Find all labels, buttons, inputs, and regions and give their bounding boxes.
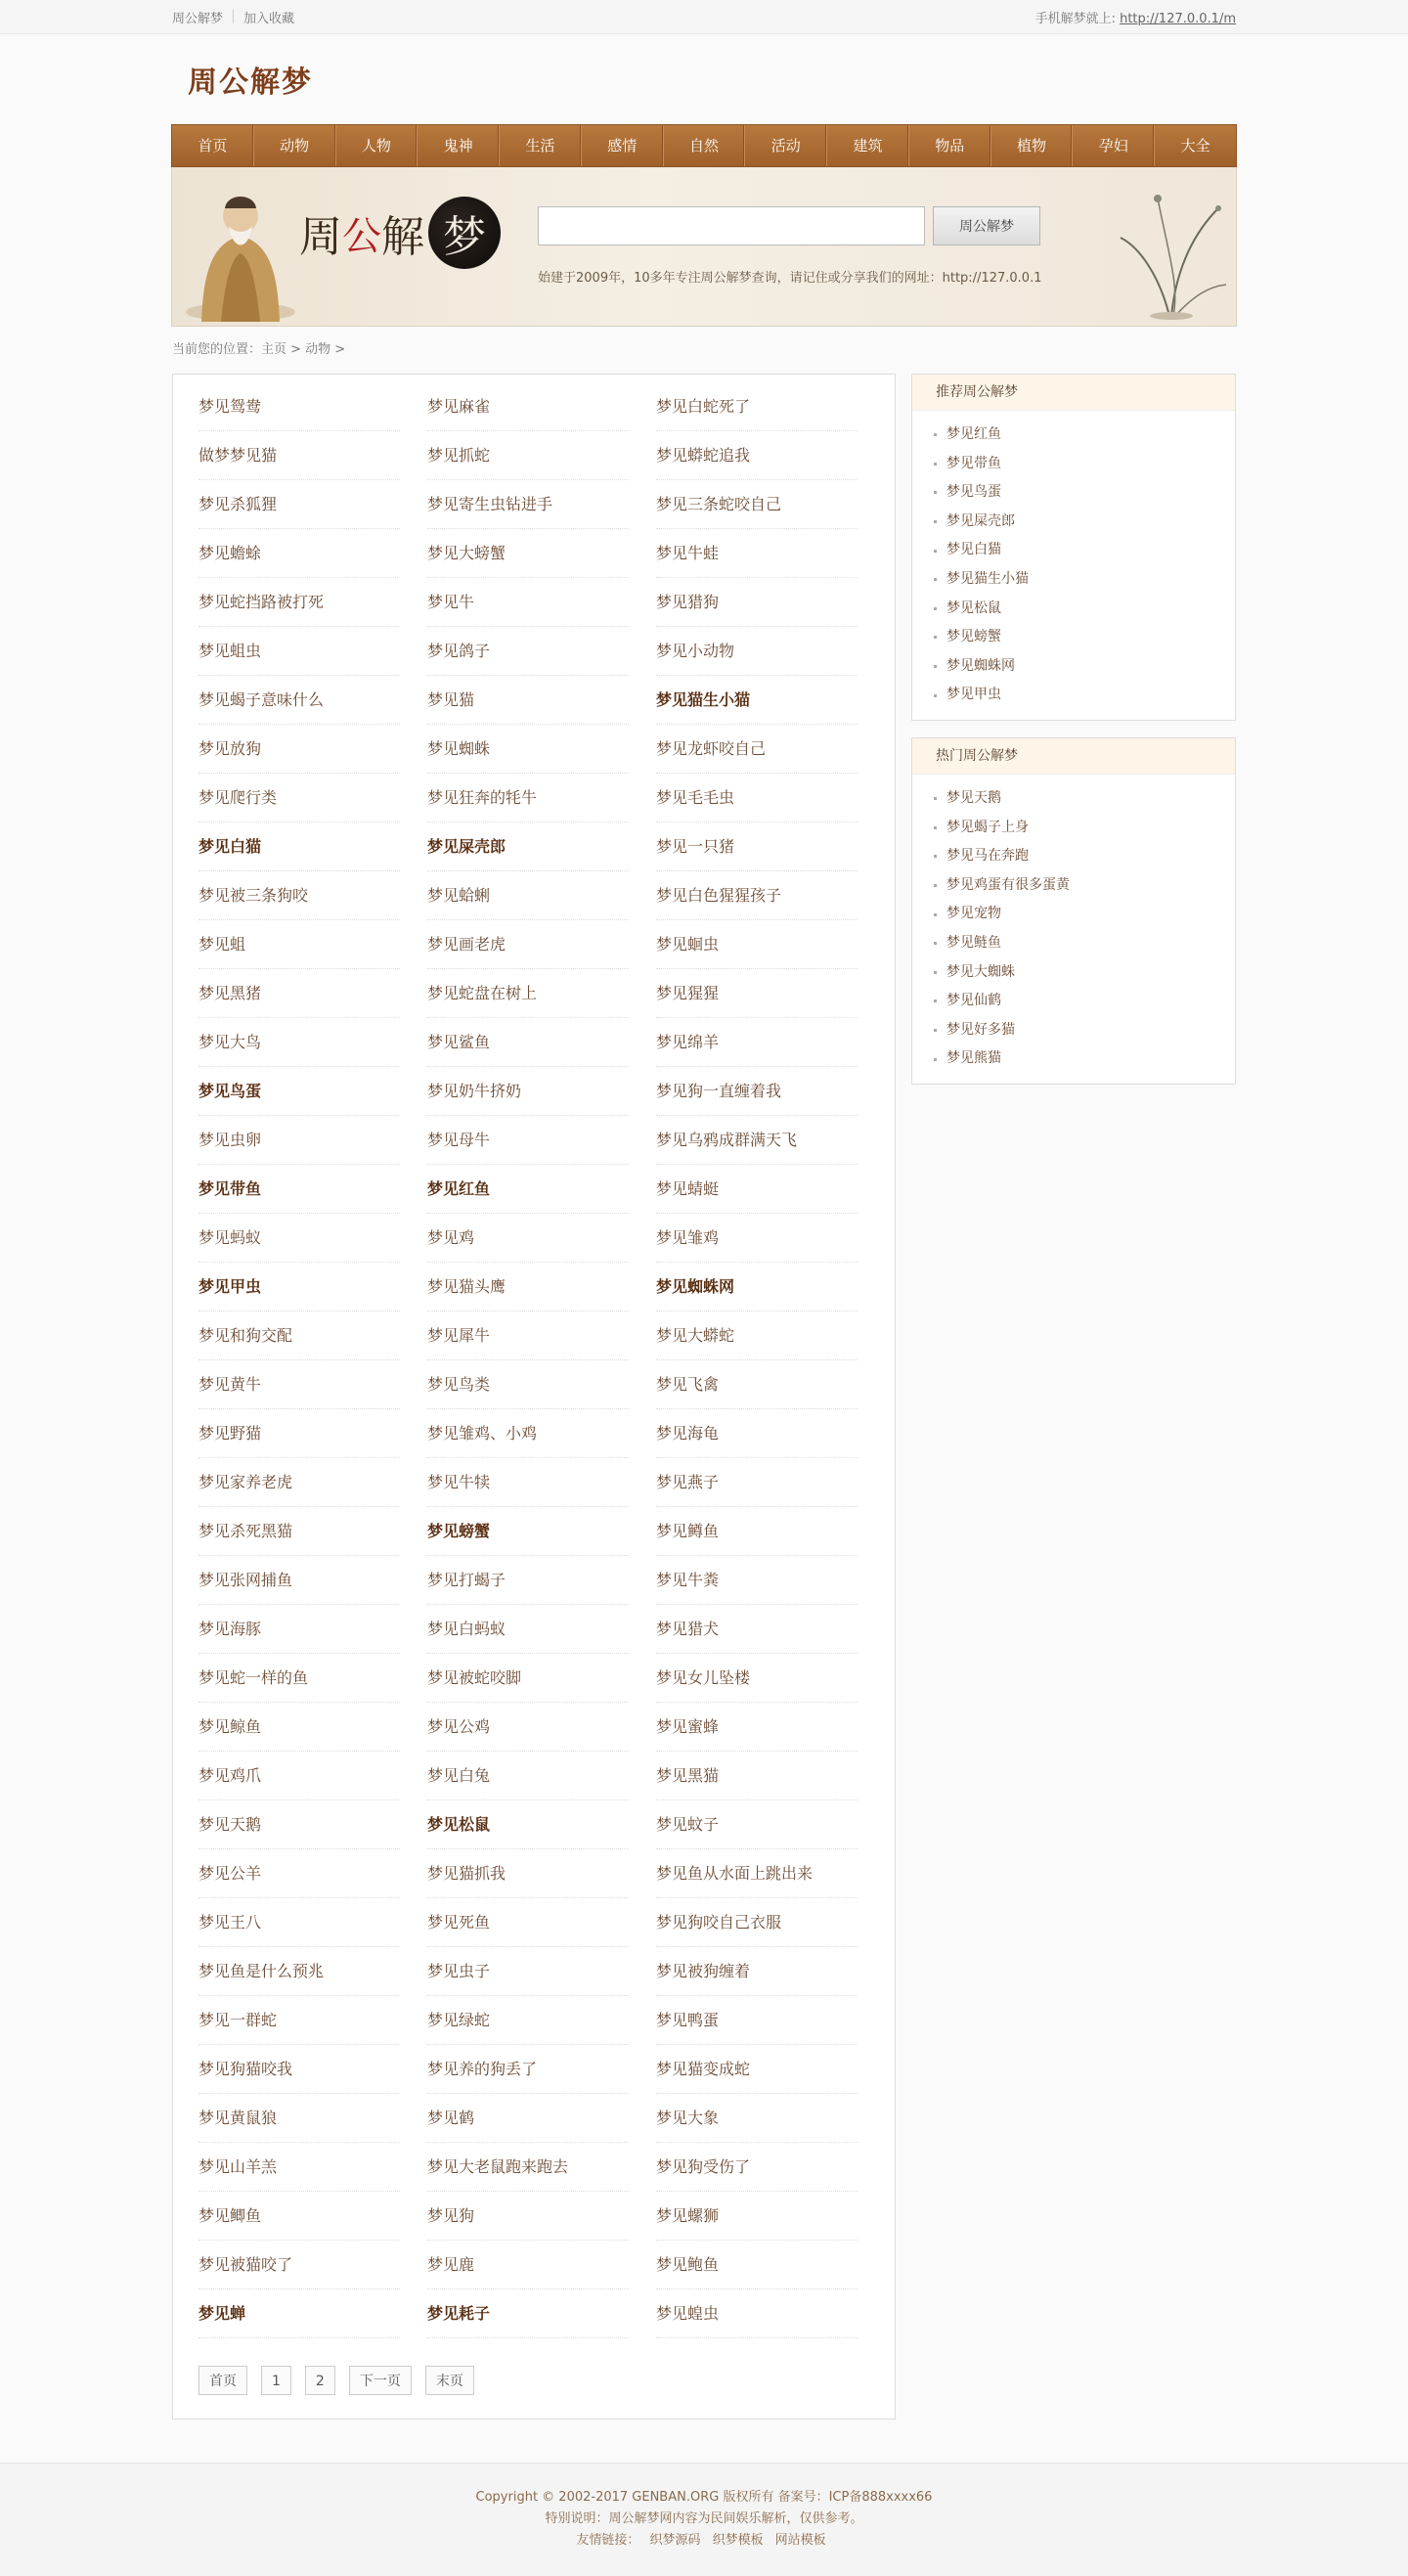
- dream-link[interactable]: 梦见蛇一样的鱼: [198, 1654, 400, 1703]
- dream-link[interactable]: 梦见牛: [427, 578, 629, 627]
- dream-link[interactable]: 梦见雏鸡: [656, 1214, 858, 1263]
- dream-link[interactable]: 梦见被狗缠着: [656, 1947, 858, 1996]
- dream-link[interactable]: 梦见狗咬自己衣服: [656, 1898, 858, 1947]
- bullet-icon: [934, 855, 937, 858]
- dream-link[interactable]: 梦见牛蛙: [656, 529, 858, 578]
- dream-link[interactable]: 梦见蟾蜍: [198, 529, 400, 578]
- nav-item[interactable]: 植物: [991, 125, 1074, 166]
- bookmark-link[interactable]: 加入收藏: [243, 11, 295, 26]
- dream-link[interactable]: 梦见猎狗: [656, 578, 858, 627]
- sidebar-link-label: 梦见猫生小猫: [946, 570, 1029, 587]
- divider: [233, 10, 234, 23]
- dream-link[interactable]: 梦见鹿: [427, 2241, 629, 2289]
- footer-links: [0, 2530, 1408, 2552]
- sidebar-link-label: 梦见白猫: [946, 542, 1001, 558]
- dream-link[interactable]: 梦见张网捕鱼: [198, 1556, 400, 1605]
- dream-link[interactable]: 梦见蝉: [198, 2289, 400, 2338]
- nav-item[interactable]: 首页: [172, 125, 254, 166]
- recommend-list: [912, 411, 1235, 720]
- sidebar-link[interactable]: [934, 929, 1235, 958]
- dream-link[interactable]: 梦见螃蟹: [427, 1507, 629, 1556]
- dream-link[interactable]: 梦见鳟鱼: [656, 1507, 858, 1556]
- pager-button[interactable]: 2: [305, 2366, 335, 2395]
- site-logo[interactable]: 周公解梦: [188, 66, 313, 100]
- sidebar-link-label: 梦见鲢鱼: [946, 934, 1001, 951]
- dream-link[interactable]: 梦见一群蛇: [198, 1996, 400, 2045]
- sidebar-link-label: 梦见熊猫: [946, 1050, 1001, 1067]
- footer: [0, 2463, 1408, 2576]
- dream-link[interactable]: 梦见白猫: [198, 822, 400, 871]
- header: [172, 34, 1236, 124]
- nav-item[interactable]: 自然: [664, 125, 746, 166]
- bullet-icon: [934, 1029, 937, 1032]
- dream-link[interactable]: 梦见大象: [656, 2094, 858, 2143]
- dream-link[interactable]: 梦见杀死黑猫: [198, 1507, 400, 1556]
- sidebar-link[interactable]: [934, 987, 1235, 1016]
- dream-link[interactable]: 梦见鸟蛋: [198, 1067, 400, 1116]
- dream-link[interactable]: 梦见雏鸡、小鸡: [427, 1409, 629, 1458]
- dream-link[interactable]: 梦见小动物: [656, 627, 858, 676]
- dream-link[interactable]: 梦见松鼠: [427, 1800, 629, 1849]
- dream-link[interactable]: 梦见鱼是什么预兆: [198, 1947, 400, 1996]
- recommend-box: [911, 374, 1236, 721]
- nav-item[interactable]: 活动: [745, 125, 827, 166]
- footer-link[interactable]: 织梦模板: [712, 2533, 764, 2548]
- bullet-icon: [934, 550, 937, 553]
- main-nav: [171, 124, 1237, 167]
- search-button[interactable]: 周公解梦: [933, 206, 1040, 245]
- dream-link[interactable]: 梦见犀牛: [427, 1311, 629, 1360]
- sidebar-link-label: 梦见马在奔跑: [946, 848, 1029, 865]
- banner-title-char: 公: [342, 213, 381, 259]
- dream-link[interactable]: 梦见乌鸦成群满天飞: [656, 1116, 858, 1165]
- dream-link[interactable]: 梦见牛粪: [656, 1556, 858, 1605]
- dream-link[interactable]: 梦见养的狗丢了: [427, 2045, 629, 2094]
- pager-button[interactable]: 末页: [425, 2366, 474, 2395]
- dream-link[interactable]: 梦见家养老虎: [198, 1458, 400, 1507]
- bullet-icon: [934, 971, 937, 974]
- bullet-icon: [934, 491, 937, 494]
- dream-link[interactable]: 梦见被蛇咬脚: [427, 1654, 629, 1703]
- search-input[interactable]: [538, 206, 925, 245]
- nav-item[interactable]: 生活: [500, 125, 582, 166]
- dream-link[interactable]: 做梦梦见猫: [198, 431, 400, 480]
- dream-link[interactable]: 梦见鱼从水面上跳出来: [656, 1849, 858, 1898]
- bullet-icon: [934, 463, 937, 466]
- nav-item[interactable]: 鬼神: [418, 125, 500, 166]
- dream-link[interactable]: 梦见黑猪: [198, 969, 400, 1018]
- banner-title-char: 解: [381, 212, 424, 262]
- nav-item[interactable]: 孕妇: [1073, 125, 1155, 166]
- dream-link[interactable]: 梦见山羊羔: [198, 2143, 400, 2192]
- footer-copyright: Copyright © 2002-2017 GENBAN.ORG 版权所有 备案号：ICP备888xxxx66: [475, 2490, 933, 2505]
- dream-link[interactable]: 梦见牛犊: [427, 1458, 629, 1507]
- mobile-label: 手机解梦就上:: [1034, 11, 1116, 26]
- sidebar-link[interactable]: [934, 623, 1235, 652]
- dream-link[interactable]: 梦见三条蛇咬自己: [656, 480, 858, 529]
- dream-link[interactable]: 梦见红鱼: [427, 1165, 629, 1214]
- bullet-icon: [934, 665, 937, 668]
- sidebar-link[interactable]: [934, 1016, 1235, 1045]
- dream-link[interactable]: 梦见死鱼: [427, 1898, 629, 1947]
- banner-title-char: 周: [299, 212, 342, 262]
- dream-link[interactable]: 梦见杀狐狸: [198, 480, 400, 529]
- dream-link[interactable]: 梦见狗猫咬我: [198, 2045, 400, 2094]
- dream-link[interactable]: 梦见画老虎: [427, 920, 629, 969]
- sidebar-link-label: 梦见红鱼: [946, 426, 1001, 442]
- dream-link[interactable]: 梦见燕子: [656, 1458, 858, 1507]
- sidebar-link[interactable]: [934, 814, 1235, 843]
- dream-link[interactable]: 梦见蚂蚁: [198, 1214, 400, 1263]
- top-bar: [0, 0, 1408, 34]
- mobile-url-link[interactable]: http://127.0.0.1/m: [1120, 11, 1236, 26]
- dream-link[interactable]: 梦见打蝎子: [427, 1556, 629, 1605]
- dream-link[interactable]: 梦见螺狮: [656, 2192, 858, 2241]
- dream-link[interactable]: 梦见猎犬: [656, 1605, 858, 1654]
- bullet-icon: [934, 826, 937, 829]
- sidebar-link-label: 梦见好多猫: [946, 1021, 1015, 1038]
- footer-link[interactable]: 织梦源码: [649, 2533, 701, 2548]
- dream-link[interactable]: 梦见鲍鱼: [656, 2241, 858, 2289]
- dream-link[interactable]: 梦见母牛: [427, 1116, 629, 1165]
- bullet-icon: [934, 999, 937, 1002]
- nav-item[interactable]: 大全: [1180, 137, 1210, 155]
- dream-link[interactable]: 梦见蜻蜓: [656, 1165, 858, 1214]
- dream-link[interactable]: 梦见鸭蛋: [656, 1996, 858, 2045]
- dream-link[interactable]: 梦见黄鼠狼: [198, 2094, 400, 2143]
- dream-link[interactable]: 梦见麻雀: [427, 382, 629, 431]
- sidebar-link[interactable]: [934, 652, 1235, 682]
- dream-link[interactable]: 梦见蛤蜊: [427, 871, 629, 920]
- bullet-icon: [934, 1058, 937, 1061]
- dream-link[interactable]: 梦见和狗交配: [198, 1311, 400, 1360]
- dream-link[interactable]: 梦见王八: [198, 1898, 400, 1947]
- dream-link[interactable]: 梦见白蛇死了: [656, 382, 858, 431]
- dream-link[interactable]: 梦见鸟类: [427, 1360, 629, 1409]
- hot-title: 热门周公解梦: [912, 738, 1235, 775]
- sidebar-link[interactable]: [934, 842, 1235, 871]
- dream-grid: [198, 382, 871, 2338]
- dream-link[interactable]: 梦见飞禽: [656, 1360, 858, 1409]
- sidebar-link-label: 梦见大蜘蛛: [946, 963, 1015, 980]
- dream-link[interactable]: 梦见龙虾咬自己: [656, 725, 858, 774]
- sidebar-link-label: 梦见仙鹤: [946, 993, 1001, 1009]
- dream-link[interactable]: 梦见虫卵: [198, 1116, 400, 1165]
- banner-title-char: 梦: [443, 212, 486, 262]
- dream-link[interactable]: 梦见被猫咬了: [198, 2241, 400, 2289]
- sidebar-link-label: 梦见鸡蛋有很多蛋黄: [946, 876, 1070, 893]
- nav-item[interactable]: 动物: [254, 125, 336, 166]
- dream-link[interactable]: 梦见鸡: [427, 1214, 629, 1263]
- banner-seal: [428, 197, 501, 269]
- dream-link[interactable]: 梦见蛆: [198, 920, 400, 969]
- dream-link[interactable]: 梦见狗: [427, 2192, 629, 2241]
- dream-link[interactable]: 梦见大螃蟹: [427, 529, 629, 578]
- sidebar-link-label: 梦见宠物: [946, 906, 1001, 922]
- dream-link[interactable]: 梦见猫抓我: [427, 1849, 629, 1898]
- dream-link[interactable]: 梦见鲨鱼: [427, 1018, 629, 1067]
- dream-link[interactable]: 梦见毛毛虫: [656, 774, 858, 822]
- sidebar-link[interactable]: [934, 958, 1235, 988]
- sidebar-link[interactable]: [934, 595, 1235, 624]
- dream-link[interactable]: 梦见白蚂蚁: [427, 1605, 629, 1654]
- sidebar-link[interactable]: [934, 508, 1235, 537]
- sidebar-link[interactable]: [934, 421, 1235, 450]
- dream-link[interactable]: 梦见蟒蛇追我: [656, 431, 858, 480]
- sidebar-link[interactable]: [934, 536, 1235, 565]
- sidebar-link[interactable]: [934, 900, 1235, 929]
- dream-link[interactable]: 梦见抓蛇: [427, 431, 629, 480]
- site-name-link[interactable]: 周公解梦: [172, 11, 224, 26]
- mobile-info: [1035, 8, 1236, 26]
- dream-link[interactable]: 梦见狂奔的牦牛: [427, 774, 629, 822]
- dream-link[interactable]: 梦见野猫: [198, 1409, 400, 1458]
- banner-title: [299, 197, 501, 269]
- sage-figure-icon: [182, 175, 299, 324]
- banner-note: 始建于2009年，10多年专注周公解梦查询，请记住或分享我们的网址：http://127.0.0.1: [538, 271, 1042, 286]
- dream-link[interactable]: 梦见猫生小猫: [656, 676, 858, 725]
- bullet-icon: [934, 797, 937, 800]
- sidebar-link-label: 梦见蝎子上身: [946, 819, 1029, 835]
- dream-link[interactable]: 梦见猫: [427, 676, 629, 725]
- sidebar-link[interactable]: [934, 565, 1235, 595]
- dream-link[interactable]: 梦见公鸡: [427, 1703, 629, 1752]
- dream-link[interactable]: 梦见蜘蛛: [427, 725, 629, 774]
- nav-item[interactable]: 物品: [909, 125, 991, 166]
- nav-item[interactable]: 人物: [336, 125, 418, 166]
- bullet-icon: [934, 942, 937, 945]
- dream-link[interactable]: 梦见蛇盘在树上: [427, 969, 629, 1018]
- content-layout: [172, 374, 1236, 2457]
- bullet-icon: [934, 694, 937, 697]
- sidebar-link-label: 梦见蜘蛛网: [946, 657, 1015, 674]
- dream-link[interactable]: 梦见女儿坠楼: [656, 1654, 858, 1703]
- dream-link[interactable]: 梦见鸡爪: [198, 1752, 400, 1800]
- hot-box: [911, 737, 1236, 1085]
- sidebar-link[interactable]: [934, 478, 1235, 508]
- dream-link[interactable]: 梦见被三条狗咬: [198, 871, 400, 920]
- dream-link[interactable]: 梦见寄生虫钻进手: [427, 480, 629, 529]
- sidebar-link[interactable]: [934, 1044, 1235, 1074]
- dream-link[interactable]: 梦见蚊子: [656, 1800, 858, 1849]
- dream-link[interactable]: 梦见大蟒蛇: [656, 1311, 858, 1360]
- dream-link[interactable]: 梦见天鹅: [198, 1800, 400, 1849]
- dream-link[interactable]: 梦见黑猫: [656, 1752, 858, 1800]
- sidebar-link-label: 梦见屎壳郎: [946, 512, 1015, 529]
- pager-button[interactable]: 下一页: [349, 2366, 412, 2395]
- dream-link[interactable]: 梦见公羊: [198, 1849, 400, 1898]
- banner: [171, 167, 1237, 327]
- dream-list-panel: [172, 374, 896, 2420]
- dream-link[interactable]: 梦见大老鼠跑来跑去: [427, 2143, 629, 2192]
- dream-link[interactable]: 梦见大鸟: [198, 1018, 400, 1067]
- dream-link[interactable]: 梦见一只猪: [656, 822, 858, 871]
- sidebar-link[interactable]: [934, 681, 1235, 710]
- nav-item[interactable]: 建筑: [827, 125, 909, 166]
- pagination: [198, 2366, 871, 2395]
- dream-link[interactable]: 梦见带鱼: [198, 1165, 400, 1214]
- dream-link[interactable]: 梦见蛇挡路被打死: [198, 578, 400, 627]
- sidebar-link[interactable]: [934, 450, 1235, 479]
- dream-link[interactable]: 梦见放狗: [198, 725, 400, 774]
- dream-link[interactable]: 梦见蝗虫: [656, 2289, 858, 2338]
- orchid-icon: [1111, 179, 1228, 321]
- dream-link[interactable]: 梦见鲸鱼: [198, 1703, 400, 1752]
- dream-link[interactable]: 梦见屎壳郎: [427, 822, 629, 871]
- dream-link[interactable]: 梦见蛆虫: [198, 627, 400, 676]
- bullet-icon: [934, 433, 937, 436]
- sidebar-link[interactable]: [934, 784, 1235, 814]
- dream-link[interactable]: 梦见海豚: [198, 1605, 400, 1654]
- footer-links-label: 友情链接：: [576, 2533, 640, 2548]
- dream-link[interactable]: 梦见猫变成蛇: [656, 2045, 858, 2094]
- sidebar-link-label: 梦见天鹅: [946, 790, 1001, 806]
- dream-link[interactable]: 梦见狗一直缠着我: [656, 1067, 858, 1116]
- dream-link[interactable]: 梦见耗子: [427, 2289, 629, 2338]
- dream-link[interactable]: 梦见绵羊: [656, 1018, 858, 1067]
- bullet-icon: [934, 578, 937, 581]
- sidebar-link-label: 梦见带鱼: [946, 455, 1001, 471]
- dream-link[interactable]: 梦见海龟: [656, 1409, 858, 1458]
- dream-link[interactable]: 梦见蝎子意味什么: [198, 676, 400, 725]
- sidebar-link-label: 梦见甲虫: [946, 687, 1001, 703]
- sidebar-link-label: 梦见松鼠: [946, 600, 1001, 616]
- dream-link[interactable]: 梦见绿蛇: [427, 1996, 629, 2045]
- dream-link[interactable]: 梦见鸽子: [427, 627, 629, 676]
- dream-link[interactable]: 梦见白色猩猩孩子: [656, 871, 858, 920]
- hot-list: [912, 775, 1235, 1084]
- footer-link[interactable]: 网站模板: [774, 2533, 826, 2548]
- dream-link[interactable]: 梦见奶牛挤奶: [427, 1067, 629, 1116]
- dream-link[interactable]: 梦见猫头鹰: [427, 1263, 629, 1311]
- bullet-icon: [934, 913, 937, 916]
- bullet-icon: [934, 636, 937, 639]
- bullet-icon: [934, 520, 937, 523]
- pager-button[interactable]: 1: [261, 2366, 291, 2395]
- recommend-title: 推荐周公解梦: [912, 375, 1235, 411]
- dream-link[interactable]: 梦见黄牛: [198, 1360, 400, 1409]
- dream-link[interactable]: 梦见鸳鸯: [198, 382, 400, 431]
- sidebar-link[interactable]: [934, 871, 1235, 901]
- dream-link[interactable]: 梦见蜘蛛网: [656, 1263, 858, 1311]
- footer-notice: 特别说明：周公解梦网内容为民间娱乐解析，仅供参考。: [545, 2511, 863, 2526]
- dream-link[interactable]: 梦见白兔: [427, 1752, 629, 1800]
- sidebar-link-label: 梦见鸟蛋: [946, 484, 1001, 501]
- dream-link[interactable]: 梦见猩猩: [656, 969, 858, 1018]
- dream-link[interactable]: 梦见鹤: [427, 2094, 629, 2143]
- dream-link[interactable]: 梦见狗受伤了: [656, 2143, 858, 2192]
- breadcrumb: 当前您的位置：主页 > 动物 >: [172, 342, 346, 357]
- dream-link[interactable]: 梦见鲫鱼: [198, 2192, 400, 2241]
- dream-link[interactable]: 梦见蛔虫: [656, 920, 858, 969]
- dream-link[interactable]: 梦见蜜蜂: [656, 1703, 858, 1752]
- bullet-icon: [934, 884, 937, 887]
- dream-link[interactable]: 梦见爬行类: [198, 774, 400, 822]
- dream-link[interactable]: 梦见甲虫: [198, 1263, 400, 1311]
- bullet-icon: [934, 607, 937, 610]
- pager-button[interactable]: 首页: [198, 2366, 247, 2395]
- nav-item[interactable]: 感情: [582, 125, 664, 166]
- dream-link[interactable]: 梦见虫子: [427, 1947, 629, 1996]
- sidebar-link-label: 梦见螃蟹: [946, 629, 1001, 645]
